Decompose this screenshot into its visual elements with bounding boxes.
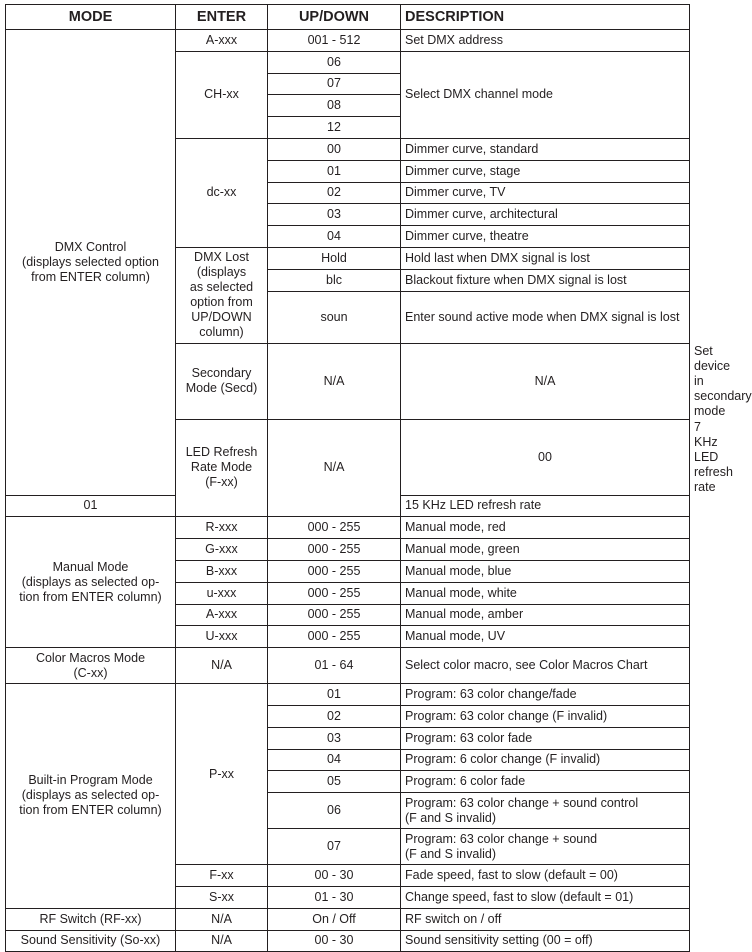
table-row [6,930,690,952]
enter-cell: A-xxx [176,30,268,52]
description-cell: Dimmer curve, theatre [401,226,690,248]
description-cell: Program: 63 color change + sound (F and S invalid) [401,829,690,865]
updown-cell: 02 [268,182,401,204]
header-updown: UP/DOWN [268,5,401,30]
updown-cell: 00 - 30 [268,865,401,887]
updown-cell: 12 [268,117,401,139]
updown-cell: Hold [268,247,401,269]
description-cell: Manual mode, UV [401,626,690,648]
updown-cell: 07 [268,829,401,865]
enter-cell: CH-xx [176,51,268,138]
table-row: Secondary Mode (Secd) N/A N/A Set device in secondary mode [6,343,690,419]
updown-cell: 00 - 30 [268,930,401,952]
updown-cell: 000 - 255 [268,604,401,626]
updown-cell: soun [268,291,401,343]
description-cell: Select DMX channel mode [401,51,690,138]
enter-cell: N/A [268,419,401,517]
mode-manual: Manual Mode (displays as selected op- tion from ENTER column) [6,517,176,648]
updown-cell: 000 - 255 [268,560,401,582]
enter-cell: G-xxx [176,539,268,561]
updown-cell: 001 - 512 [268,30,401,52]
updown-cell: On / Off [268,908,401,930]
enter-cell: u-xxx [176,582,268,604]
enter-cell: F-xx [176,865,268,887]
updown-cell: blc [268,269,401,291]
description-cell: Enter sound active mode when DMX signal is lost [401,291,690,343]
enter-cell: B-xxx [176,560,268,582]
updown-cell: 01 [6,495,176,517]
header-mode: MODE [6,5,176,30]
updown-cell: 01 [268,160,401,182]
table-row: LED Refresh Rate Mode (F-xx) N/A 00 7 KHz LED refresh rate [6,419,690,495]
updown-cell: 04 [268,226,401,248]
mode-builtin-program: Built-in Program Mode (displays as selected op- tion from ENTER column) [6,684,176,909]
header-enter: ENTER [176,5,268,30]
updown-cell: 000 - 255 [268,517,401,539]
enter-cell: dc-xx [176,138,268,247]
header-description: DESCRIPTION [401,5,690,30]
description-cell: Blackout fixture when DMX signal is lost [401,269,690,291]
enter-cell: R-xxx [176,517,268,539]
mode-led-refresh: LED Refresh Rate Mode (F-xx) [176,419,268,517]
mode-secondary: Secondary Mode (Secd) [176,343,268,419]
description-cell: Program: 63 color change + sound control (F and S invalid) [401,793,690,829]
updown-cell: 00 [401,419,690,495]
updown-cell: 08 [268,95,401,117]
enter-cell: N/A [176,648,268,684]
enter-cell: U-xxx [176,626,268,648]
enter-cell: S-xx [176,886,268,908]
table-row [6,30,690,52]
updown-cell: 01 - 64 [268,648,401,684]
updown-cell: 03 [268,204,401,226]
description-cell: Change speed, fast to slow (default = 01) [401,886,690,908]
description-cell: Manual mode, amber [401,604,690,626]
updown-cell: 06 [268,793,401,829]
description-cell: Program: 6 color fade [401,771,690,793]
table-row [6,684,690,706]
table-row [6,648,690,684]
updown-cell: 000 - 255 [268,539,401,561]
description-cell: Program: 63 color change/fade [401,684,690,706]
updown-cell: 000 - 255 [268,626,401,648]
description-cell: Program: 63 color change (F invalid) [401,705,690,727]
mode-rf-switch: RF Switch (RF-xx) [6,908,176,930]
description-cell: Program: 63 color fade [401,727,690,749]
description-cell: Program: 6 color change (F invalid) [401,749,690,771]
mode-color-macros: Color Macros Mode (C-xx) [6,648,176,684]
updown-cell: 06 [268,51,401,73]
updown-cell: 01 [268,684,401,706]
enter-cell: N/A [176,908,268,930]
enter-cell: N/A [176,930,268,952]
description-cell: Dimmer curve, standard [401,138,690,160]
mode-dmx-control: DMX Control (displays selected option from ENTER column) [6,30,176,496]
updown-cell: 02 [268,705,401,727]
description-cell: Manual mode, blue [401,560,690,582]
description-cell: Dimmer curve, stage [401,160,690,182]
enter-cell: DMX Lost (displays as selected option from UP/DOWN column) [176,247,268,343]
updown-cell: 04 [268,749,401,771]
mode-sound-sensitivity: Sound Sensitivity (So-xx) [6,930,176,952]
updown-cell: 05 [268,771,401,793]
description-cell: RF switch on / off [401,908,690,930]
header-row [6,5,690,30]
description-cell: Fade speed, fast to slow (default = 00) [401,865,690,887]
updown-cell: 000 - 255 [268,582,401,604]
description-cell: Manual mode, green [401,539,690,561]
updown-cell: 03 [268,727,401,749]
updown-cell: N/A [401,343,690,419]
updown-cell: 00 [268,138,401,160]
description-cell: Manual mode, white [401,582,690,604]
mode-table-wrapper [5,4,752,952]
description-cell: Dimmer curve, architectural [401,204,690,226]
description-cell: Sound sensitivity setting (00 = off) [401,930,690,952]
table-row [6,908,690,930]
description-cell: Set DMX address [401,30,690,52]
enter-cell: N/A [268,343,401,419]
mode-table [5,4,752,952]
updown-cell: 01 - 30 [268,886,401,908]
table-row [6,517,690,539]
description-cell: Select color macro, see Color Macros Chart [401,648,690,684]
description-cell: Dimmer curve, TV [401,182,690,204]
updown-cell: 07 [268,73,401,95]
enter-cell: P-xx [176,684,268,865]
description-cell: 15 KHz LED refresh rate [401,495,690,517]
description-cell: Manual mode, red [401,517,690,539]
description-cell: Hold last when DMX signal is lost [401,247,690,269]
enter-cell: A-xxx [176,604,268,626]
